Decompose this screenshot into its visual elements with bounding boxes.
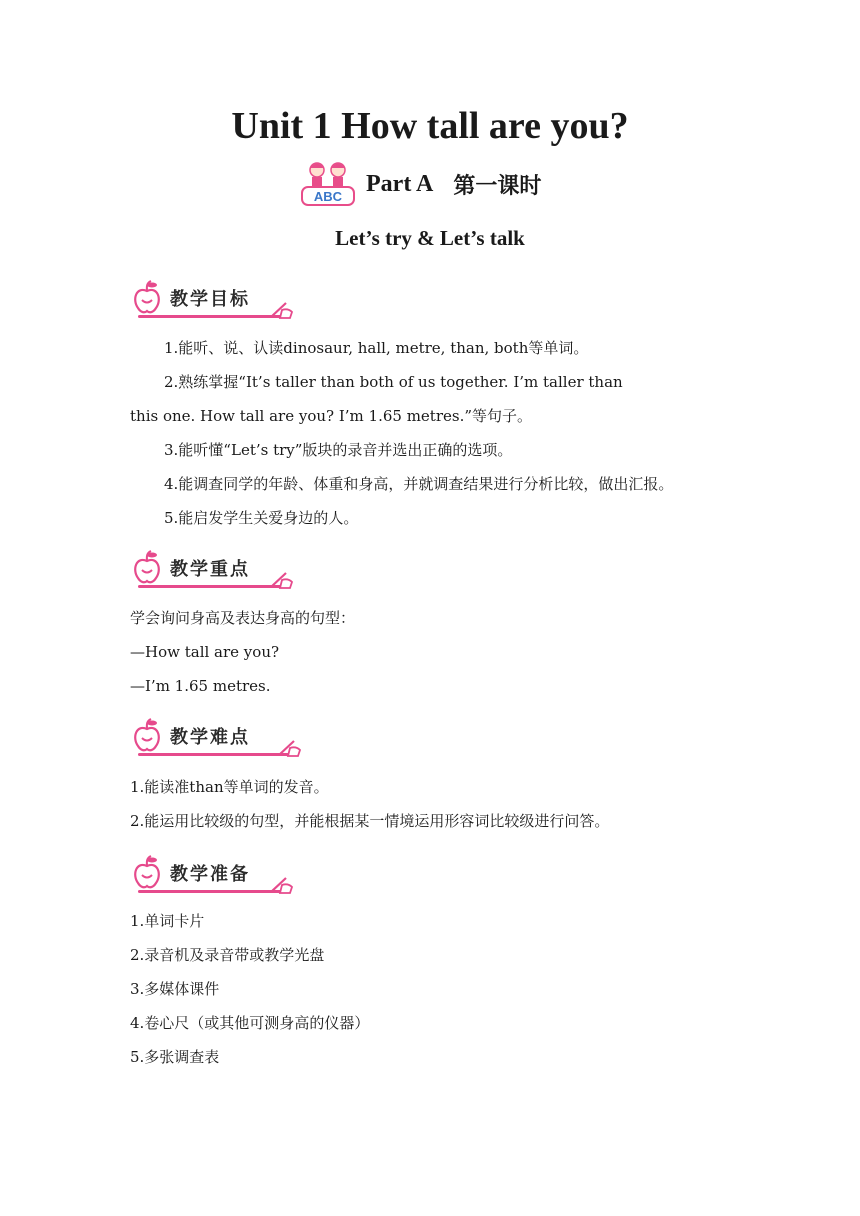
lesson-label: 第一课时	[453, 173, 542, 199]
pen-hand-icon	[268, 873, 294, 895]
pen-hand-icon	[268, 298, 294, 320]
section-heading: 教学重点	[170, 559, 250, 580]
lesson-subtitle: Let’s try & Let’s talk	[335, 226, 525, 250]
section-banner-objectives	[132, 276, 294, 320]
list-item: 4.能调查同学的年龄、体重和身高，并就调查结果进行分析比较，做出汇报。	[164, 475, 674, 493]
list-item: this one. How tall are you? I’m 1.65 metres.”等句子。	[130, 407, 533, 425]
list-item: —I’m 1.65 metres.	[130, 677, 271, 695]
list-item: 2.录音机及录音带或教学光盘	[130, 946, 325, 964]
section-banner-key-points	[132, 546, 294, 590]
section-heading: 教学准备	[170, 864, 250, 885]
apple-icon	[132, 550, 162, 586]
list-item: 学会询问身高及表达身高的句型：	[130, 609, 356, 627]
banner-underline	[138, 315, 286, 318]
document-title: Unit 1 How tall are you?	[231, 105, 629, 147]
list-item: 1.单词卡片	[130, 912, 205, 930]
section-banner-preparation	[132, 851, 294, 895]
list-item: 3.多媒体课件	[130, 980, 220, 998]
apple-icon	[132, 855, 162, 891]
section-banner-difficulties	[132, 714, 302, 758]
apple-icon	[132, 280, 162, 316]
banner-underline	[138, 753, 294, 756]
logo-lettering: ABC	[313, 189, 343, 204]
list-item: 1.能听、说、认读dinosaur, hall, metre, than, both等单词。	[164, 339, 589, 357]
section-heading: 教学难点	[170, 727, 250, 748]
banner-underline	[138, 585, 286, 588]
part-heading	[300, 158, 541, 210]
section-heading: 教学目标	[170, 289, 250, 310]
pen-hand-icon	[268, 568, 294, 590]
banner-underline	[138, 890, 286, 893]
part-label: Part A	[366, 170, 434, 197]
list-item: —How tall are you?	[130, 643, 280, 661]
list-item: 5.多张调查表	[130, 1048, 220, 1066]
list-item: 5.能启发学生关爱身边的人。	[164, 509, 359, 527]
apple-icon	[132, 718, 162, 754]
list-item: 1.能读准than等单词的发音。	[130, 778, 329, 796]
list-item: 2.能运用比较级的句型，并能根据某一情境运用形容词比较级进行问答。	[130, 812, 610, 830]
list-item: 3.能听懂“Let’s try”版块的录音并选出正确的选项。	[164, 441, 513, 459]
list-item: 4.卷心尺（或其他可测身高的仪器）	[130, 1014, 370, 1032]
kids-abc-logo-icon	[300, 159, 356, 209]
pen-hand-icon	[276, 736, 302, 758]
list-item: 2.熟练掌握“It’s taller than both of us together. I’m taller than	[164, 373, 623, 391]
